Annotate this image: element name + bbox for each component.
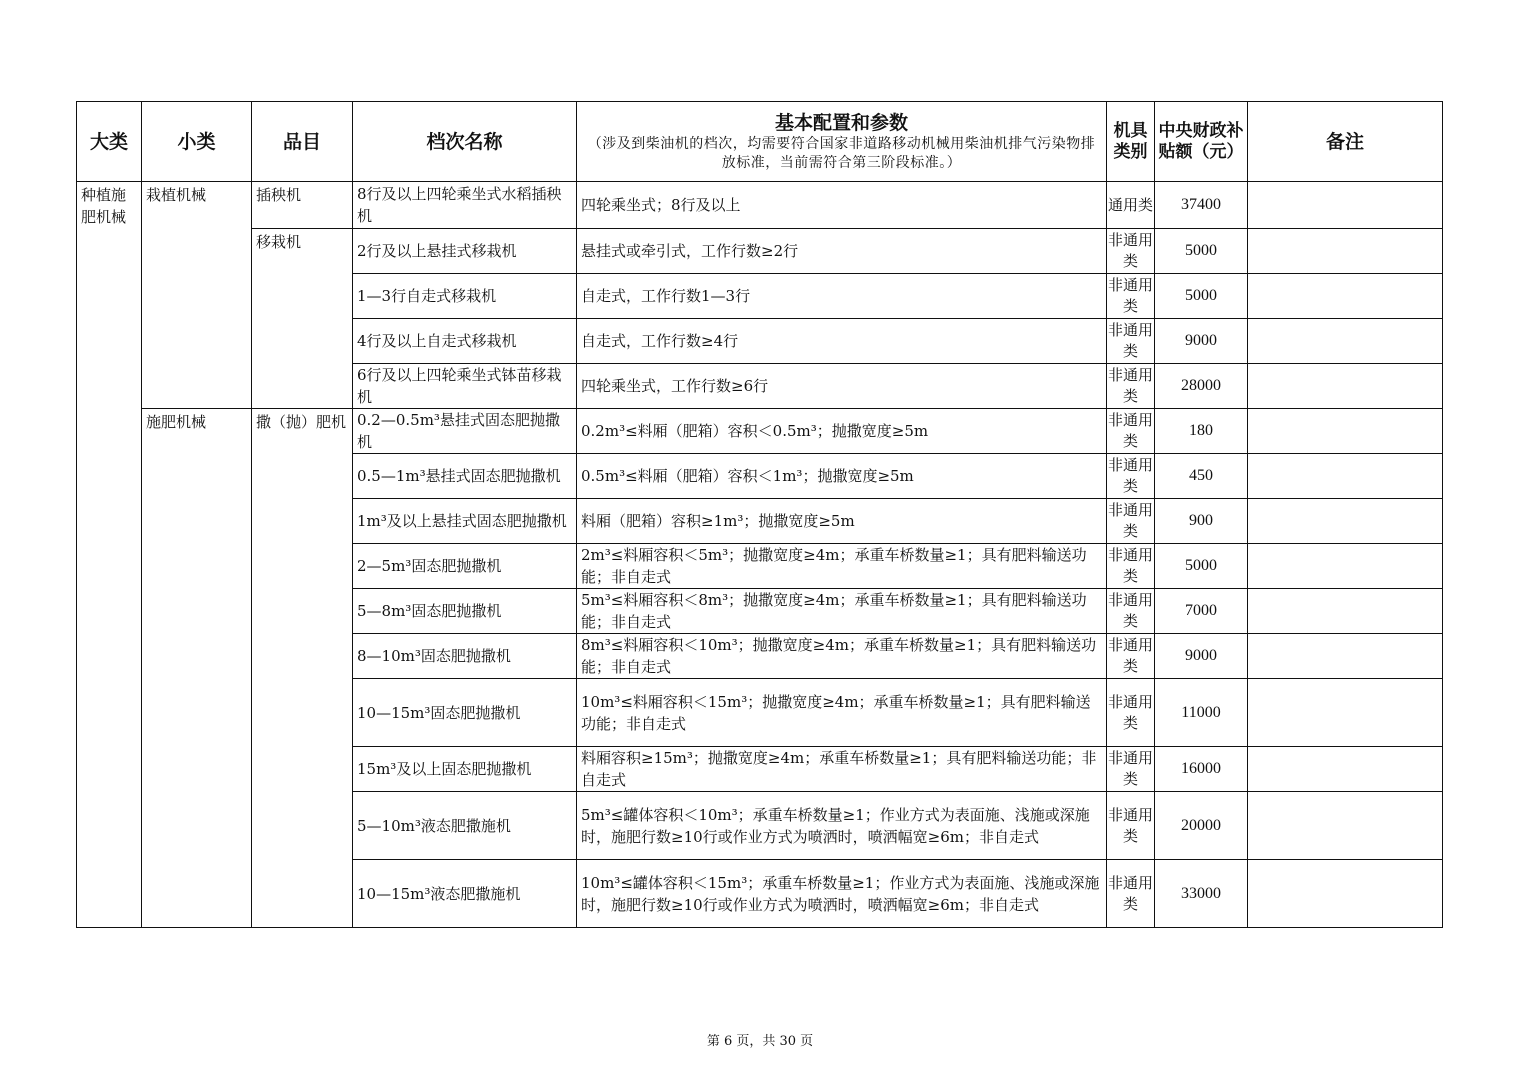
type-cell: 非通用类 [1107,454,1155,499]
params-cell: 料厢容积≥15m³；抛撒宽度≥4m；承重车桥数量≥1；具有肥料输送功能；非自走式 [577,747,1107,792]
category-cell: 种植施肥机械 [77,182,142,928]
type-cell: 非通用类 [1107,679,1155,747]
type-cell: 非通用类 [1107,364,1155,409]
grade-cell: 5—8m³固态肥抛撒机 [353,589,577,634]
subsidy-cell: 7000 [1155,589,1248,634]
note-cell [1248,679,1443,747]
type-cell: 非通用类 [1107,792,1155,860]
grade-cell: 6行及以上四轮乘坐式钵苗移栽机 [353,364,577,409]
params-cell: 0.5m³≤料厢（肥箱）容积＜1m³；抛撒宽度≥5m [577,454,1107,499]
subsidy-cell: 37400 [1155,182,1248,229]
grade-cell: 8行及以上四轮乘坐式水稻插秧机 [353,182,577,229]
header-item: 品目 [252,102,353,182]
table-row [77,182,1443,229]
params-cell: 10m³≤料厢容积＜15m³；抛撒宽度≥4m；承重车桥数量≥1；具有肥料输送功能；非自走式 [577,679,1107,747]
note-cell [1248,860,1443,928]
subsidy-cell: 33000 [1155,860,1248,928]
note-cell [1248,499,1443,544]
grade-cell: 0.5—1m³悬挂式固态肥抛撒机 [353,454,577,499]
subsidy-cell: 5000 [1155,229,1248,274]
type-cell: 非通用类 [1107,747,1155,792]
params-cell: 2m³≤料厢容积＜5m³；抛撒宽度≥4m；承重车桥数量≥1；具有肥料输送功能；非自走式 [577,544,1107,589]
params-cell: 5m³≤罐体容积＜10m³；承重车桥数量≥1；作业方式为表面施、浅施或深施时，施肥行数≥10行或作业方式为喷洒时，喷洒幅宽≥6m；非自走式 [577,792,1107,860]
item-cell: 移栽机 [252,229,353,409]
subsidy-cell: 9000 [1155,634,1248,679]
subsidy-cell: 180 [1155,409,1248,454]
subsidy-cell: 11000 [1155,679,1248,747]
type-cell: 非通用类 [1107,499,1155,544]
params-cell: 四轮乘坐式；8行及以上 [577,182,1107,229]
table-body [77,182,1443,928]
subcategory-cell: 施肥机械 [142,409,252,928]
type-cell: 非通用类 [1107,634,1155,679]
header-subcategory: 小类 [142,102,252,182]
type-cell: 非通用类 [1107,544,1155,589]
header-params-note: （涉及到柴油机的档次，均需要符合国家非道路移动机械用柴油机排气污染物排放标准，当前需符合第三阶段标准。） [587,135,1096,171]
subsidy-cell: 5000 [1155,544,1248,589]
grade-cell: 10—15m³液态肥撒施机 [353,860,577,928]
params-cell: 0.2m³≤料厢（肥箱）容积＜0.5m³；抛撒宽度≥5m [577,409,1107,454]
params-cell: 四轮乘坐式，工作行数≥6行 [577,364,1107,409]
subcategory-cell: 栽植机械 [142,182,252,409]
header-grade: 档次名称 [353,102,577,182]
header-params [577,102,1107,182]
params-cell: 10m³≤罐体容积＜15m³；承重车桥数量≥1；作业方式为表面施、浅施或深施时，施肥行数≥10行或作业方式为喷洒时，喷洒幅宽≥6m；非自走式 [577,860,1107,928]
subsidy-table [76,101,1443,928]
grade-cell: 4行及以上自走式移栽机 [353,319,577,364]
header-params-title: 基本配置和参数 [774,111,908,134]
grade-cell: 1—3行自走式移栽机 [353,274,577,319]
table-row [77,229,1443,274]
header-note: 备注 [1248,102,1443,182]
page-footer: 第 6 页，共 30 页 [706,1034,814,1049]
table-row [77,409,1443,454]
header-category: 大类 [77,102,142,182]
subsidy-cell: 450 [1155,454,1248,499]
grade-cell: 1m³及以上悬挂式固态肥抛撒机 [353,499,577,544]
type-cell: 非通用类 [1107,860,1155,928]
type-cell: 非通用类 [1107,274,1155,319]
note-cell [1248,182,1443,229]
subsidy-cell: 5000 [1155,274,1248,319]
note-cell [1248,274,1443,319]
header-subsidy: 中央财政补贴额（元） [1155,102,1248,182]
type-cell: 非通用类 [1107,589,1155,634]
subsidy-cell: 9000 [1155,319,1248,364]
grade-cell: 8—10m³固态肥抛撒机 [353,634,577,679]
subsidy-cell: 20000 [1155,792,1248,860]
note-cell [1248,409,1443,454]
note-cell [1248,792,1443,860]
params-cell: 悬挂式或牵引式，工作行数≥2行 [577,229,1107,274]
header-row [77,102,1443,182]
params-cell: 料厢（肥箱）容积≥1m³；抛撒宽度≥5m [577,499,1107,544]
grade-cell: 2—5m³固态肥抛撒机 [353,544,577,589]
item-cell: 插秧机 [252,182,353,229]
note-cell [1248,319,1443,364]
note-cell [1248,229,1443,274]
note-cell [1248,364,1443,409]
grade-cell: 0.2—0.5m³悬挂式固态肥抛撒机 [353,409,577,454]
params-cell: 5m³≤料厢容积＜8m³；抛撒宽度≥4m；承重车桥数量≥1；具有肥料输送功能；非自走式 [577,589,1107,634]
subsidy-cell: 900 [1155,499,1248,544]
grade-cell: 15m³及以上固态肥抛撒机 [353,747,577,792]
type-cell: 非通用类 [1107,409,1155,454]
grade-cell: 10—15m³固态肥抛撒机 [353,679,577,747]
type-cell: 非通用类 [1107,319,1155,364]
note-cell [1248,634,1443,679]
note-cell [1248,747,1443,792]
note-cell [1248,544,1443,589]
params-cell: 8m³≤料厢容积＜10m³；抛撒宽度≥4m；承重车桥数量≥1；具有肥料输送功能；非自走式 [577,634,1107,679]
grade-cell: 5—10m³液态肥撒施机 [353,792,577,860]
grade-cell: 2行及以上悬挂式移栽机 [353,229,577,274]
note-cell [1248,454,1443,499]
item-cell: 撒（抛）肥机 [252,409,353,928]
subsidy-cell: 16000 [1155,747,1248,792]
note-cell [1248,589,1443,634]
type-cell: 非通用类 [1107,229,1155,274]
header-type: 机具类别 [1107,102,1155,182]
params-cell: 自走式，工作行数1—3行 [577,274,1107,319]
type-cell: 通用类 [1107,182,1155,229]
params-cell: 自走式，工作行数≥4行 [577,319,1107,364]
subsidy-cell: 28000 [1155,364,1248,409]
